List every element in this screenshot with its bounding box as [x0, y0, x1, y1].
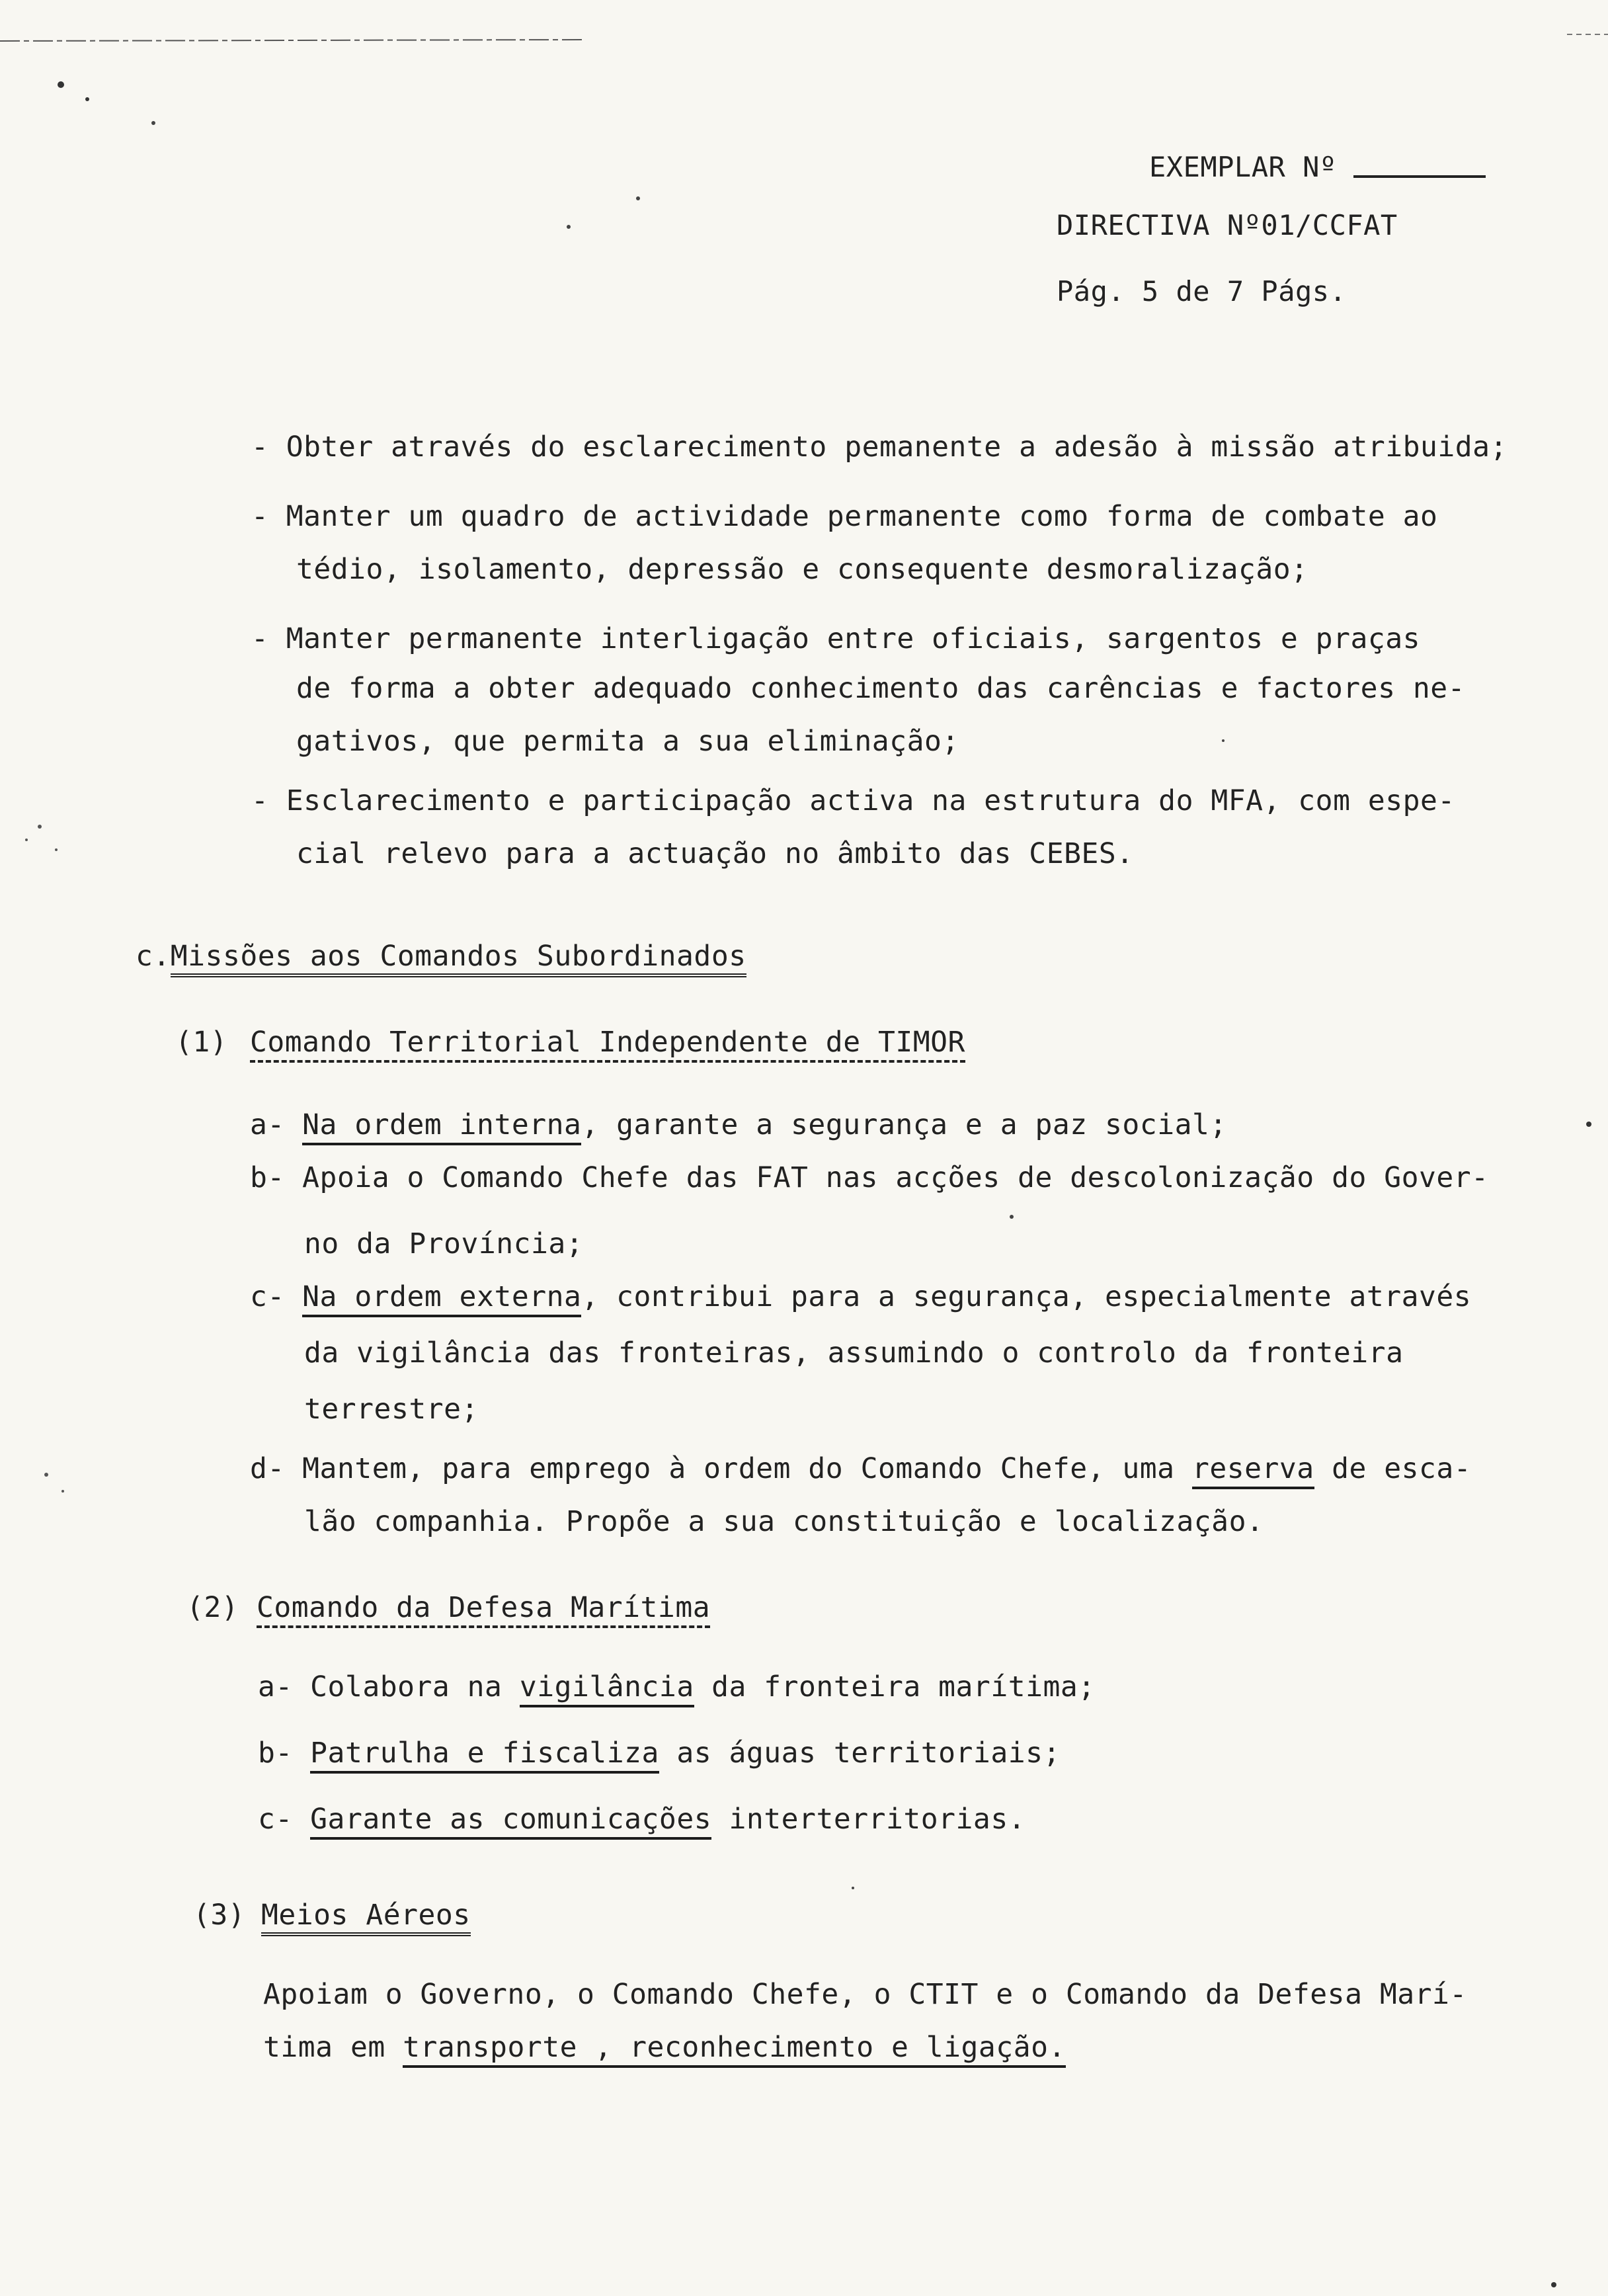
item-text: , garante a segurança e a paz social;: [581, 1108, 1227, 1141]
item-text: a- Colabora na: [258, 1670, 520, 1703]
speck: [55, 848, 58, 851]
underlined-text: Na ordem externa: [302, 1280, 581, 1317]
speck: [1010, 1215, 1014, 1219]
subsection-number: (1): [175, 1026, 228, 1059]
underlined-text: vigilância: [520, 1670, 694, 1707]
speck: [852, 1887, 854, 1889]
section-title: Missões aos Comandos Subordinados: [171, 940, 746, 977]
speck: [58, 81, 64, 88]
item-marker: c-: [258, 1803, 311, 1836]
underlined-text: Patrulha e fiscaliza: [310, 1737, 659, 1774]
subsection-title-text: Comando da Defesa Marítima: [257, 1591, 710, 1628]
bullet-line: - Manter permanente interligação entre oficiais, sargentos e praças: [251, 622, 1421, 655]
underlined-text: Na ordem interna: [302, 1108, 581, 1145]
subsection-title-text: Comando Territorial Independente de TIMOR: [250, 1026, 965, 1063]
list-item-continuation: da vigilância das fronteiras, assumindo o controlo da fronteira: [304, 1336, 1404, 1370]
list-item-continuation: terrestre;: [304, 1393, 479, 1426]
item-text: as águas territoriais;: [659, 1737, 1061, 1770]
scan-top-rule: [0, 40, 582, 41]
speck: [1551, 2282, 1556, 2287]
item-marker: a-: [250, 1108, 303, 1141]
speck: [44, 1473, 48, 1477]
speck: [38, 825, 42, 829]
speck: [567, 225, 571, 229]
subsection-title-text: Meios Aéreos: [261, 1899, 471, 1936]
underlined-text: transporte , reconhecimento e ligação.: [403, 2031, 1066, 2068]
bullet-line: - Esclarecimento e participação activa na estrutura do MFA, com espe-: [251, 784, 1455, 817]
bullet-line: - Obter através do esclarecimento pemanente a adesão à missão atribuida;: [251, 430, 1508, 464]
exemplar-text: EXEMPLAR Nº: [1149, 151, 1337, 183]
bullet-line: de forma a obter adequado conhecimento das carências e factores ne-: [296, 672, 1466, 705]
speck: [25, 839, 28, 841]
speck: [151, 121, 155, 125]
item-text: d- Mantem, para emprego à ordem do Comando Chefe, uma: [250, 1452, 1192, 1485]
item-text: , contribui para a segurança, especialmente através: [581, 1280, 1472, 1313]
bullet-line: gativos, que permita a sua eliminação;: [296, 725, 959, 758]
item-text: da fronteira marítima;: [694, 1670, 1096, 1703]
speck: [1586, 1122, 1591, 1127]
item-text: de esca-: [1314, 1452, 1472, 1485]
directiva-number: DIRECTIVA Nº01/CCFAT: [1057, 209, 1398, 241]
bullet-line: tédio, isolamento, depressão e consequente desmoralização;: [296, 553, 1308, 586]
bullet-line: cial relevo para a actuação no âmbito das CEBES.: [296, 837, 1134, 870]
paragraph-line: Apoiam o Governo, o Comando Chefe, o CTIT e o Comando da Defesa Marí-: [263, 1978, 1467, 2011]
bullet-line: - Manter um quadro de actividade permanente como forma de combate ao: [251, 500, 1438, 533]
page-number: Pág. 5 de 7 Págs.: [1057, 275, 1347, 308]
speck: [61, 1490, 64, 1493]
speck: [636, 196, 640, 200]
item-text: interterritorias.: [711, 1803, 1026, 1836]
speck: [85, 97, 89, 101]
underlined-text: reserva: [1192, 1452, 1314, 1489]
item-marker: b-: [258, 1737, 311, 1770]
speck: [1222, 739, 1225, 742]
subsection-number: (2): [186, 1591, 239, 1624]
item-text: tima em: [263, 2031, 403, 2064]
list-item-continuation: no da Província;: [304, 1227, 584, 1260]
item-marker: c-: [250, 1280, 303, 1313]
subsection-number: (3): [193, 1899, 246, 1932]
underlined-text: Garante as comunicações: [310, 1803, 711, 1840]
list-item-continuation: lão companhia. Propõe a sua constituição e localização.: [304, 1505, 1264, 1538]
list-item: b- Apoia o Comando Chefe das FAT nas acções de descolonização do Gover-: [250, 1161, 1489, 1194]
section-prefix: c.: [136, 940, 171, 973]
